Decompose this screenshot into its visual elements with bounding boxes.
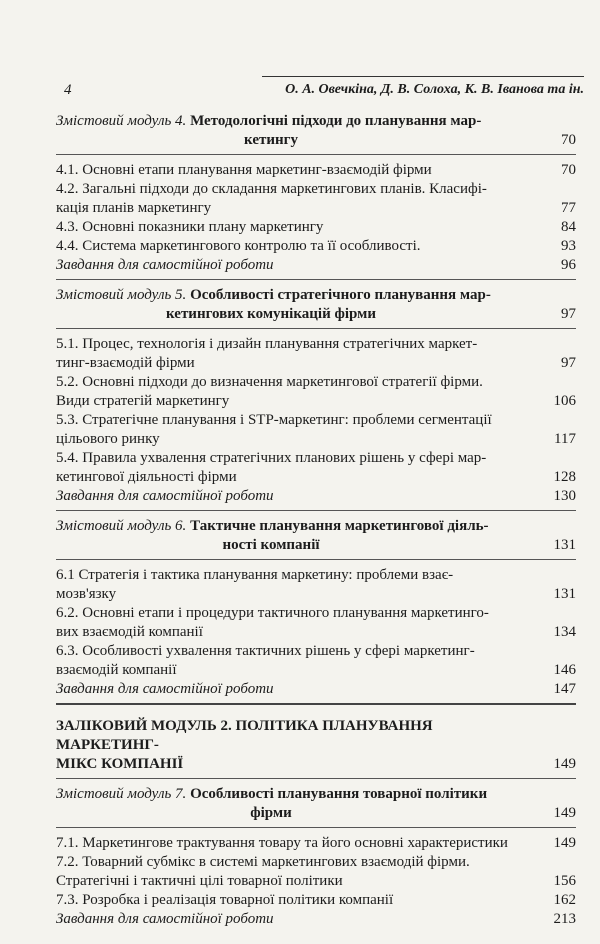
page-ref: 70 bbox=[561, 162, 576, 178]
credit-module-heading bbox=[56, 717, 576, 774]
page-ref: 97 bbox=[561, 355, 576, 371]
header-authors: О. А. Овечкіна, Д. В. Солоха, К. В. Іванова та ін. bbox=[285, 82, 584, 97]
toc-text: Завдання для самостійної роботи bbox=[56, 681, 274, 697]
page-ref: 134 bbox=[553, 624, 576, 640]
toc-text: кація планів маркетингу bbox=[56, 200, 212, 216]
toc-text: Тактичне планування маркетингової діяль- bbox=[190, 518, 489, 534]
page-ref: 70 bbox=[561, 132, 576, 148]
toc-text: Змістовий модуль 5. bbox=[56, 287, 187, 303]
page-ref: 149 bbox=[553, 835, 576, 851]
toc-text: 4.4. Система маркетингового контролю та її особливості. bbox=[56, 238, 421, 254]
toc-item bbox=[56, 834, 576, 853]
toc-text: 6.2. Основні етапи і процедури тактичного планування маркетинго- bbox=[56, 605, 489, 621]
page-ref: 128 bbox=[553, 469, 576, 485]
toc-item bbox=[56, 853, 576, 891]
page-ref: 106 bbox=[553, 393, 576, 409]
toc-text: Змістовий модуль 7. bbox=[56, 786, 187, 802]
toc-text: 7.3. Розробка і реалізація товарної політики компанії bbox=[56, 892, 394, 908]
page-ref: 93 bbox=[561, 238, 576, 254]
page-ref: 213 bbox=[553, 911, 576, 927]
toc-text: Особливості стратегічного планування мар- bbox=[190, 287, 491, 303]
toc-text: мозв'язку bbox=[56, 586, 117, 602]
toc-item bbox=[56, 335, 576, 373]
toc-item bbox=[56, 642, 576, 680]
toc-text: 5.3. Стратегічне планування і STP-маркетинг: проблеми сегментації bbox=[56, 412, 492, 428]
toc-item bbox=[56, 180, 576, 218]
toc-item bbox=[56, 566, 576, 604]
page-ref: 162 bbox=[553, 892, 576, 908]
toc-item bbox=[56, 449, 576, 487]
divider bbox=[56, 559, 576, 560]
page-ref: 96 bbox=[561, 257, 576, 273]
toc-item bbox=[56, 604, 576, 642]
task-item bbox=[56, 910, 576, 929]
toc-text: вих взаємодій компанії bbox=[56, 624, 203, 640]
toc-item bbox=[56, 218, 576, 237]
toc-text: Особливості планування товарної політики bbox=[190, 786, 488, 802]
divider bbox=[56, 154, 576, 155]
header-rule bbox=[262, 76, 584, 77]
module-title-cont: кетингу bbox=[244, 132, 298, 148]
toc-text: ності компанії bbox=[222, 537, 320, 553]
toc-text: 4.2. Загальні підходи до складання маркетингових планів. Класифі- bbox=[56, 181, 487, 197]
page-ref: 156 bbox=[553, 873, 576, 889]
toc-text: 6.1 Стратегія і тактика планування маркетину: проблеми взає- bbox=[56, 567, 454, 583]
table-of-contents bbox=[56, 112, 576, 929]
toc-text: Завдання для самостійної роботи bbox=[56, 911, 274, 927]
page-ref: 131 bbox=[553, 537, 576, 553]
toc-item bbox=[56, 411, 576, 449]
toc-text: кетингової діяльності фірми bbox=[56, 469, 237, 485]
toc-text: 4.1. Основні етапи планування маркетинг-взаємодій фірми bbox=[56, 162, 432, 178]
toc-text: ЗАЛІКОВИЙ МОДУЛЬ 2. ПОЛІТИКА ПЛАНУВАННЯ МАРКЕТИНГ- bbox=[56, 718, 433, 753]
toc-text: 5.1. Процес, технологія і дизайн планування стратегічних маркет- bbox=[56, 336, 478, 352]
divider bbox=[56, 827, 576, 828]
divider bbox=[56, 703, 576, 705]
toc-text: взаємодій компанії bbox=[56, 662, 177, 678]
toc-text: 7.1. Маркетингове трактування товару та його основні характеристики bbox=[56, 835, 508, 851]
toc-text: фірми bbox=[250, 805, 292, 821]
page-ref: 117 bbox=[554, 431, 576, 447]
task-item bbox=[56, 256, 576, 275]
page-ref: 131 bbox=[553, 586, 576, 602]
page-ref: 149 bbox=[553, 805, 576, 821]
toc-text: 6.3. Особливості ухвалення тактичних рішень у сфері маркетинг- bbox=[56, 643, 475, 659]
toc-text: 5.2. Основні підходи до визначення маркетингової стратегії фірми. bbox=[56, 374, 483, 390]
page-ref: 77 bbox=[561, 200, 576, 216]
toc-text: МІКС КОМПАНІЇ bbox=[56, 756, 184, 772]
toc-text: 4.3. Основні показники плану маркетингу bbox=[56, 219, 324, 235]
module-5-heading bbox=[56, 286, 576, 324]
task-item bbox=[56, 487, 576, 506]
divider bbox=[56, 328, 576, 329]
page-ref: 84 bbox=[561, 219, 576, 235]
page-ref: 149 bbox=[553, 756, 576, 772]
toc-text: 7.2. Товарний субмікс в системі маркетингових взаємодій фірми. bbox=[56, 854, 470, 870]
task-item bbox=[56, 680, 576, 699]
toc-text: кетингових комунікацій фірми bbox=[166, 306, 376, 322]
module-label: Змістовий модуль 4. bbox=[56, 113, 187, 129]
page-ref: 97 bbox=[561, 306, 576, 322]
divider bbox=[56, 778, 576, 779]
toc-item bbox=[56, 161, 576, 180]
toc-text: Завдання для самостійної роботи bbox=[56, 488, 274, 504]
module-title: Методологічні підходи до планування мар- bbox=[190, 113, 482, 129]
toc-text: Змістовий модуль 6. bbox=[56, 518, 187, 534]
toc-text: 5.4. Правила ухвалення стратегічних планових рішень у сфері мар- bbox=[56, 450, 487, 466]
toc-text: Стратегічні і тактичні цілі товарної політики bbox=[56, 873, 343, 889]
page-ref: 146 bbox=[553, 662, 576, 678]
divider bbox=[56, 279, 576, 280]
module-6-heading bbox=[56, 517, 576, 555]
module-4-heading bbox=[56, 112, 576, 150]
toc-text: тинг-взаємодій фірми bbox=[56, 355, 195, 371]
toc-item bbox=[56, 373, 576, 411]
divider bbox=[56, 510, 576, 511]
page-ref: 147 bbox=[553, 681, 576, 697]
toc-text: Завдання для самостійної роботи bbox=[56, 257, 274, 273]
toc-text: Види стратегій маркетингу bbox=[56, 393, 230, 409]
running-header bbox=[64, 82, 584, 102]
toc-item bbox=[56, 237, 576, 256]
toc-item bbox=[56, 891, 576, 910]
page-number: 4 bbox=[64, 82, 72, 98]
page-ref: 130 bbox=[553, 488, 576, 504]
module-7-heading bbox=[56, 785, 576, 823]
toc-text: цільового ринку bbox=[56, 431, 160, 447]
